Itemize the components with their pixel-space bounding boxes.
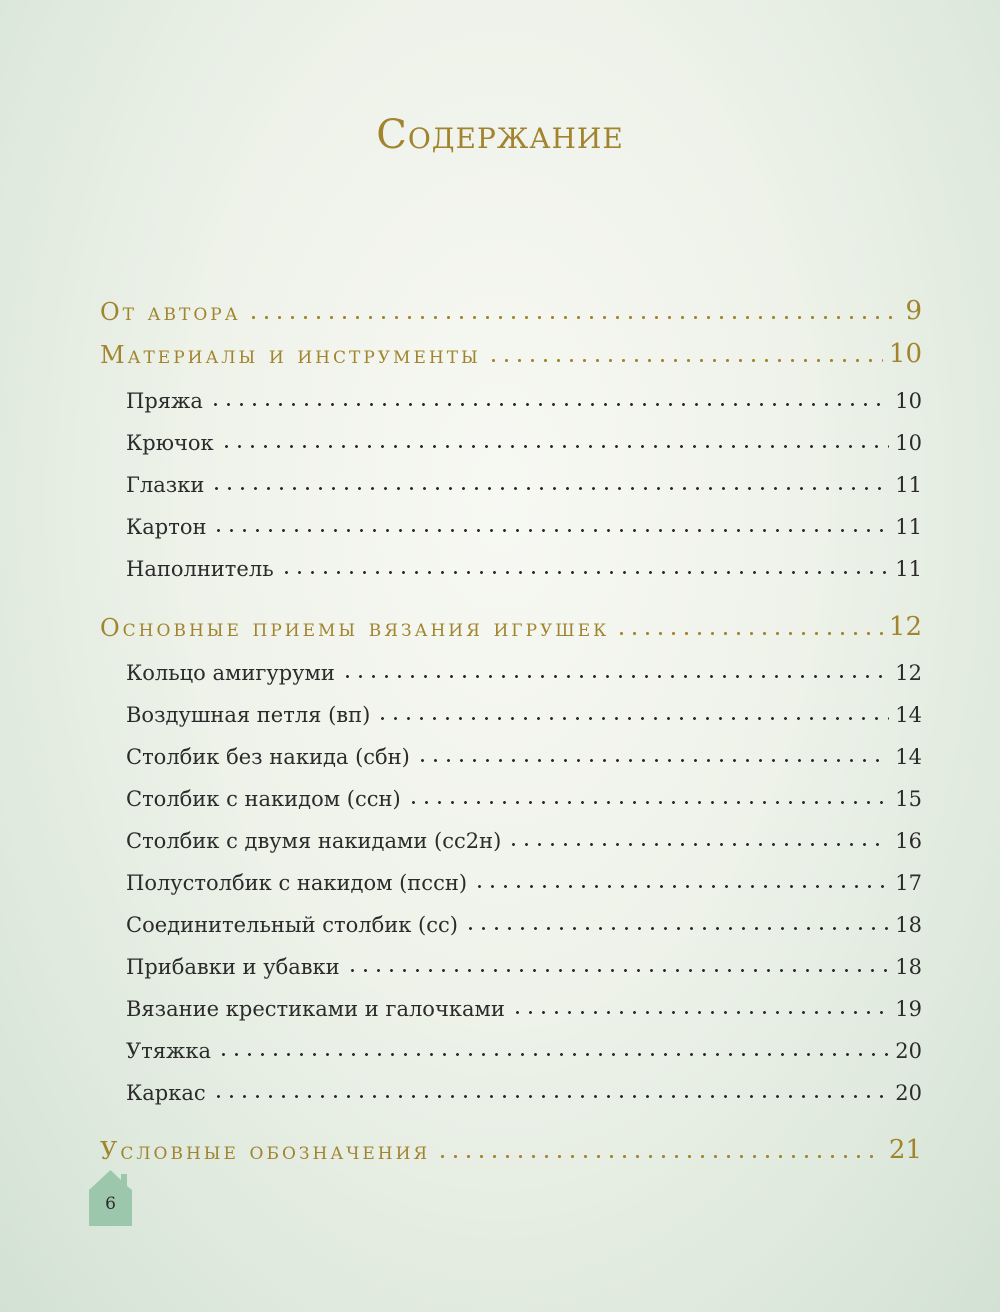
toc-entry-page: 18 xyxy=(895,955,922,979)
toc-entry-page: 12 xyxy=(895,661,922,685)
toc-entry[interactable] xyxy=(100,457,922,497)
toc-entry[interactable] xyxy=(100,897,922,937)
toc-entry[interactable] xyxy=(100,813,922,853)
toc-leader xyxy=(217,1053,889,1056)
toc-entry-page: 10 xyxy=(888,339,922,369)
toc-leader xyxy=(416,759,889,762)
page-number-tab xyxy=(83,1166,138,1226)
toc-entry[interactable] xyxy=(100,855,922,895)
toc-entry-page: 20 xyxy=(895,1081,922,1105)
toc-entry-label: Столбик с накидом (ссн) xyxy=(126,787,401,811)
toc-leader xyxy=(376,717,889,720)
toc-leader xyxy=(464,927,889,930)
toc-entry-page: 20 xyxy=(895,1039,922,1063)
toc-leader xyxy=(473,885,889,888)
toc-entry[interactable] xyxy=(100,1065,922,1105)
toc-entry-label: Столбик без накида (сбн) xyxy=(126,745,410,769)
toc-entry-page: 10 xyxy=(895,431,922,455)
toc-entry-page: 14 xyxy=(895,745,922,769)
toc-entry-page: 10 xyxy=(895,389,922,413)
toc-entry[interactable] xyxy=(100,981,922,1021)
toc-entry-page: 12 xyxy=(888,612,922,642)
toc-leader xyxy=(346,969,890,972)
toc-entry-label: Пряжа xyxy=(126,389,203,413)
toc-entry-label: Основные приемы вязания игрушек xyxy=(100,614,610,642)
toc-leader xyxy=(487,359,883,362)
toc-entry-page: 11 xyxy=(895,515,922,539)
toc-entry-label: Картон xyxy=(126,515,207,539)
toc-entry-label: Материалы и инструменты xyxy=(100,341,481,369)
toc-entry[interactable] xyxy=(100,415,922,455)
toc-leader xyxy=(209,403,889,406)
toc-leader xyxy=(220,445,890,448)
toc-entry[interactable] xyxy=(100,373,922,413)
toc-entry-page: 21 xyxy=(888,1135,922,1165)
toc-leader xyxy=(511,1011,889,1014)
toc-leader xyxy=(247,316,900,319)
toc-entry[interactable] xyxy=(100,541,922,581)
toc-leader xyxy=(407,801,890,804)
toc-entry[interactable] xyxy=(100,645,922,685)
toc-leader xyxy=(212,529,889,532)
toc-entry[interactable] xyxy=(100,939,922,979)
toc-leader xyxy=(212,1095,890,1098)
toc-leader xyxy=(210,487,889,490)
toc-entry-label: Прибавки и убавки xyxy=(126,955,340,979)
toc-entry-label: Воздушная петля (вп) xyxy=(126,703,371,727)
toc-entry-page: 11 xyxy=(895,473,922,497)
toc-entry-label: Вязание крестиками и галочками xyxy=(126,997,505,1021)
toc-entry-label: Столбик с двумя накидами (сс2н) xyxy=(126,829,502,853)
toc-entry-label: Кольцо амигуруми xyxy=(126,661,335,685)
toc-entry[interactable] xyxy=(100,1125,922,1165)
toc-entry-page: 18 xyxy=(895,913,922,937)
toc-entry-label: Глазки xyxy=(126,473,205,497)
toc-leader xyxy=(436,1155,883,1158)
toc-entry-label: Наполнитель xyxy=(126,557,274,581)
toc-entry[interactable] xyxy=(100,771,922,811)
toc-entry[interactable] xyxy=(100,1023,922,1063)
toc-entry-label: От автора xyxy=(100,298,241,326)
toc-entry[interactable] xyxy=(100,729,922,769)
page-title: Содержание xyxy=(376,112,624,158)
toc-leader xyxy=(341,675,889,678)
toc-entry-page: 17 xyxy=(895,871,922,895)
toc-entry-label: Соединительный столбик (сс) xyxy=(126,913,458,937)
toc-entry[interactable] xyxy=(100,329,922,369)
toc-entry-label: Каркас xyxy=(126,1081,206,1105)
toc-leader xyxy=(615,632,883,635)
toc-entry[interactable] xyxy=(100,286,922,326)
toc-entry-label: Крючок xyxy=(126,431,214,455)
page-number: 6 xyxy=(105,1194,116,1214)
toc-entry-page: 14 xyxy=(895,703,922,727)
toc-leader xyxy=(280,571,890,574)
toc-entry-page: 16 xyxy=(895,829,922,853)
toc-entry[interactable] xyxy=(100,499,922,539)
toc-entry[interactable] xyxy=(100,687,922,727)
toc-entry[interactable] xyxy=(100,602,922,642)
toc-entry-page: 19 xyxy=(895,997,922,1021)
toc-leader xyxy=(507,843,889,846)
toc-entry-label: Условные обозначения xyxy=(100,1137,431,1165)
toc-entry-label: Утяжка xyxy=(126,1039,212,1063)
toc-entry-page: 15 xyxy=(895,787,922,811)
toc-entry-page: 11 xyxy=(895,557,922,581)
toc-entry-page: 9 xyxy=(905,296,922,326)
toc-entry-label: Полустолбик с накидом (пссн) xyxy=(126,871,468,895)
